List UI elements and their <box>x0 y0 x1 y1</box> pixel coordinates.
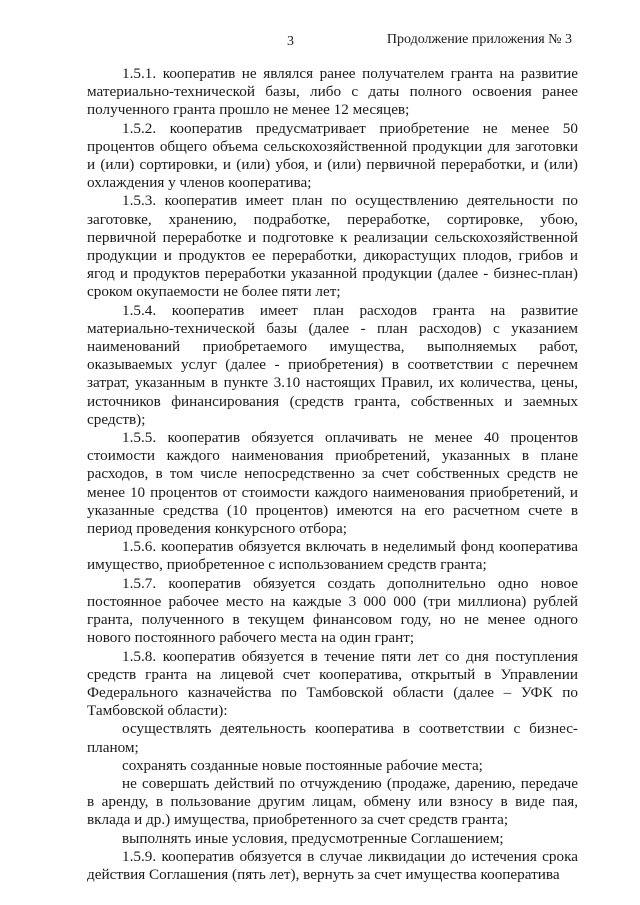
document-body <box>87 65 578 884</box>
obligation-other-conditions: выполнять иные условия, предусмотренные Соглашением; <box>122 829 504 847</box>
paragraph-1-5-9: 1.5.9. кооператив обязуется в случае ликвидации до истечения срока действия Соглашения (пять лет), вернуть за счет имущества кооператива <box>87 847 578 883</box>
paragraph-1-5-6: 1.5.6. кооператив обязуется включать в неделимый фонд кооператива имущество, приобретенное с использованием средств гранта; <box>87 538 578 574</box>
obligation-no-alienation: не совершать действий по отчуждению (продаже, дарению, передаче в аренду, в пользование другим лицам, обмену или взносу в виде пая, вклада и др.) имущества, приобретенного за счет средств гранта; <box>87 774 578 829</box>
paragraph-1-5-2: 1.5.2. кооператив предусматривает приобретение не менее 50 процентов общего объема сельскохозяйственной продукции для заготовки и (или) сортировки, и (или) убоя, и (или) первичной переработки, и (или) охлаждения у членов кооператива; <box>87 119 578 192</box>
page-number: 3 <box>287 34 294 49</box>
paragraph-1-5-1: 1.5.1. кооператив не являлся ранее получателем гранта на развитие материально-технической базы, либо с даты полного освоения ранее полученного гранта прошло не менее 12 месяцев; <box>87 65 578 119</box>
obligation-keep-jobs: сохранять созданные новые постоянные рабочие места; <box>122 756 483 774</box>
paragraph-1-5-7: 1.5.7. кооператив обязуется создать дополнительно одно новое постоянное рабочее место на каждые 3 000 000 (три миллиона) рублей гранта, полученного в текущем финансовом году, но не менее одного нового постоянного рабочего места на один грант; <box>87 574 578 647</box>
appendix-continuation-header: Продолжение приложения № 3 <box>386 32 572 47</box>
paragraph-1-5-5: 1.5.5. кооператив обязуется оплачивать не менее 40 процентов стоимости каждого наименования приобретений, указанных в плане расходов, в том числе непосредственно за счет собственных средств не менее 10 процентов от стоимости каждого наименования приобретений, и указанные средства (10 процентов) имеются на его расчетном счете в период проведения конкурсного отбора; <box>87 429 578 538</box>
paragraph-1-5-8: 1.5.8. кооператив обязуется в течение пяти лет со дня поступления средств гранта на лицевой счет кооператива, открытый в Управлении Федерального казначейства по Тамбовской области (далее – УФК по Тамбовской области): <box>87 647 578 720</box>
obligation-business-plan: осуществлять деятельность кооператива в соответствии с бизнес-планом; <box>87 720 578 756</box>
paragraph-1-5-3: 1.5.3. кооператив имеет план по осуществлению деятельности по заготовке, хранению, подработке, переработке, сортировке, убою, первичной переработке и подготовке к реализации сельскохозяйственной продукции и продуктов ее переработки, дикорастущих плодов, грибов и ягод и продуктов переработки указанной продукции (далее - бизнес-план) сроком окупаемости не более пяти лет; <box>87 192 578 301</box>
paragraph-1-5-4: 1.5.4. кооператив имеет план расходов гранта на развитие материально-технической базы (далее - план расходов) с указанием наименований приобретаемого имущества, выполняемых работ, оказываемых услуг (далее - приобретения) в соответствии с перечнем затрат, указанным в пункте 3.10 настоящих Правил, их количества, цены, источников финансирования (средств гранта, собственных и заемных средств); <box>87 301 578 428</box>
